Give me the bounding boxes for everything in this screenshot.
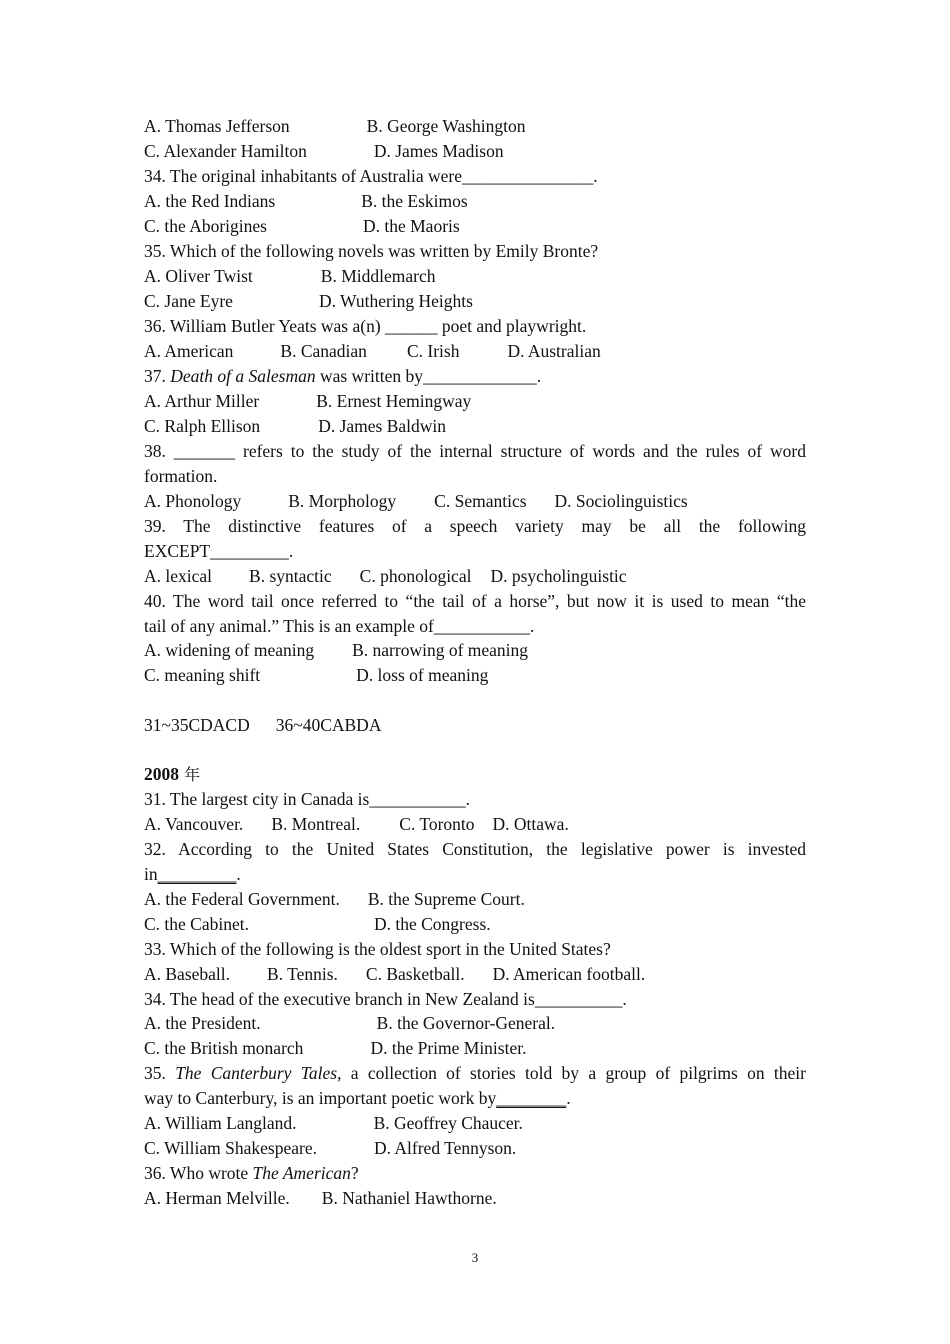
options-line bbox=[144, 389, 471, 414]
question-35: 35. Which of the following novels was written by Emily Bronte? bbox=[144, 241, 599, 261]
options-line bbox=[144, 139, 504, 164]
option-d: D. Ottawa. bbox=[492, 814, 569, 834]
options-line bbox=[144, 1186, 497, 1211]
options-line bbox=[144, 812, 569, 837]
question-36: 36. William Butler Yeats was a(n) ______ poet and playwright. bbox=[144, 316, 587, 336]
options-line bbox=[144, 1136, 516, 1161]
options-line bbox=[144, 414, 446, 439]
option-d: D. Alfred Tennyson. bbox=[373, 1138, 517, 1158]
option-d: D. psycholinguistic bbox=[490, 566, 627, 586]
question-35: 35. The Canterbury Tales, a collection of stories told by a group of pilgrims on their bbox=[144, 1063, 806, 1083]
option-b: B. Montreal. bbox=[271, 814, 361, 834]
option-b: B. George Washington bbox=[366, 116, 526, 136]
options-line bbox=[144, 189, 468, 214]
option-a: A. Vancouver. bbox=[144, 814, 244, 834]
question-37: 37. Death of a Salesman was written by_____________. bbox=[144, 366, 542, 386]
question-39: 39. The distinctive features of a speech variety may be all the following bbox=[144, 516, 806, 536]
option-d: D. Sociolinguistics bbox=[554, 491, 688, 511]
option-a: A. William Langland. bbox=[144, 1113, 297, 1133]
options-line bbox=[144, 887, 525, 912]
option-d: D. Wuthering Heights bbox=[318, 291, 473, 311]
option-c: C. Irish bbox=[406, 341, 460, 361]
question-38-cont: formation. bbox=[144, 466, 218, 486]
option-b: B. syntactic bbox=[249, 566, 332, 586]
question-33: 33. Which of the following is the oldest sport in the United States? bbox=[144, 939, 611, 959]
option-b: B. Ernest Hemingway bbox=[316, 391, 472, 411]
option-b: B. Morphology bbox=[288, 491, 397, 511]
option-a: A. Oliver Twist bbox=[144, 266, 253, 286]
question-34: 34. The head of the executive branch in New Zealand is__________. bbox=[144, 989, 627, 1009]
work-title: Death of a Salesman bbox=[170, 366, 316, 386]
question-32: 32. According to the United States Constitution, the legislative power is invested bbox=[144, 839, 806, 859]
option-c: C. the Aborigines bbox=[144, 216, 267, 236]
option-d: D. the Congress. bbox=[373, 914, 491, 934]
option-d: D. loss of meaning bbox=[356, 665, 489, 685]
option-c: C. Semantics bbox=[434, 491, 527, 511]
option-a: A. Phonology bbox=[144, 491, 242, 511]
option-b: B. narrowing of meaning bbox=[352, 640, 529, 660]
option-a: A. Thomas Jefferson bbox=[144, 116, 290, 136]
option-a: A. American bbox=[144, 341, 234, 361]
options-line bbox=[144, 564, 627, 589]
options-line bbox=[144, 663, 488, 688]
year-heading: 2008 年 bbox=[144, 764, 201, 784]
options-line bbox=[144, 264, 436, 289]
option-d: D. American football. bbox=[492, 964, 646, 984]
question-31: 31. The largest city in Canada is___________. bbox=[144, 789, 470, 809]
answers-36-40: 36~40CABDA bbox=[275, 715, 382, 735]
option-c: C. the Cabinet. bbox=[144, 914, 249, 934]
options-line bbox=[144, 214, 460, 239]
option-c: C. Ralph Ellison bbox=[144, 416, 261, 436]
option-b: B. Tennis. bbox=[267, 964, 338, 984]
option-b: B. the Eskimos bbox=[361, 191, 468, 211]
option-d: D. the Maoris bbox=[362, 216, 460, 236]
option-a: A. the Federal Government. bbox=[144, 889, 340, 909]
option-b: B. the Supreme Court. bbox=[367, 889, 525, 909]
page-number: 3 bbox=[471, 1250, 479, 1265]
option-c: C. the British monarch bbox=[144, 1038, 304, 1058]
option-c: C. phonological bbox=[359, 566, 472, 586]
options-line bbox=[144, 1111, 523, 1136]
options-line bbox=[144, 638, 528, 663]
option-b: B. Nathaniel Hawthorne. bbox=[321, 1188, 497, 1208]
option-b: B. Middlemarch bbox=[320, 266, 436, 286]
answer-blank: ________ bbox=[496, 1088, 567, 1108]
work-title: The Canterbury Tales bbox=[175, 1063, 338, 1083]
option-d: D. the Prime Minister. bbox=[370, 1038, 527, 1058]
options-line bbox=[144, 1011, 555, 1036]
options-line bbox=[144, 489, 688, 514]
option-a: A. the Red Indians bbox=[144, 191, 276, 211]
question-34: 34. The original inhabitants of Australia were_______________. bbox=[144, 166, 598, 186]
options-line bbox=[144, 339, 601, 364]
option-c: C. Basketball. bbox=[365, 964, 465, 984]
option-c: C. Toronto bbox=[399, 814, 475, 834]
question-32-cont: in_________. bbox=[144, 864, 241, 884]
options-line bbox=[144, 912, 491, 937]
option-c: C. Jane Eyre bbox=[144, 291, 233, 311]
option-a: A. Arthur Miller bbox=[144, 391, 260, 411]
question-36: 36. Who wrote The American? bbox=[144, 1163, 359, 1183]
option-a: A. Herman Melville. bbox=[144, 1188, 290, 1208]
options-line bbox=[144, 1036, 526, 1061]
option-a: A. lexical bbox=[144, 566, 213, 586]
option-a: A. widening of meaning bbox=[144, 640, 315, 660]
option-b: B. Canadian bbox=[280, 341, 367, 361]
work-title: The American bbox=[252, 1163, 351, 1183]
option-c: C. Alexander Hamilton bbox=[144, 141, 307, 161]
option-c: C. meaning shift bbox=[144, 665, 261, 685]
options-line bbox=[144, 289, 473, 314]
answer-blank: _________ bbox=[157, 864, 237, 884]
option-a: A. Baseball. bbox=[144, 964, 231, 984]
option-d: D. James Baldwin bbox=[318, 416, 447, 436]
question-40-cont: tail of any animal.” This is an example of___________. bbox=[144, 616, 535, 636]
question-39-cont: EXCEPT_________. bbox=[144, 541, 294, 561]
question-40: 40. The word tail once referred to “the tail of a horse”, but now it is used to mean “the bbox=[144, 591, 806, 611]
option-a: A. the President. bbox=[144, 1013, 261, 1033]
option-b: B. the Governor-General. bbox=[376, 1013, 556, 1033]
option-d: D. James Madison bbox=[373, 141, 504, 161]
question-38: 38. _______ refers to the study of the internal structure of words and the rules of word bbox=[144, 441, 806, 461]
option-c: C. William Shakespeare. bbox=[144, 1138, 317, 1158]
question-35-cont: way to Canterbury, is an important poetic work by________. bbox=[144, 1088, 571, 1108]
answer-key bbox=[144, 713, 381, 738]
option-d: D. Australian bbox=[507, 341, 601, 361]
option-b: B. Geoffrey Chaucer. bbox=[373, 1113, 523, 1133]
options-line bbox=[144, 962, 645, 987]
answers-31-35: 31~35CDACD bbox=[144, 715, 250, 735]
options-line bbox=[144, 114, 526, 139]
